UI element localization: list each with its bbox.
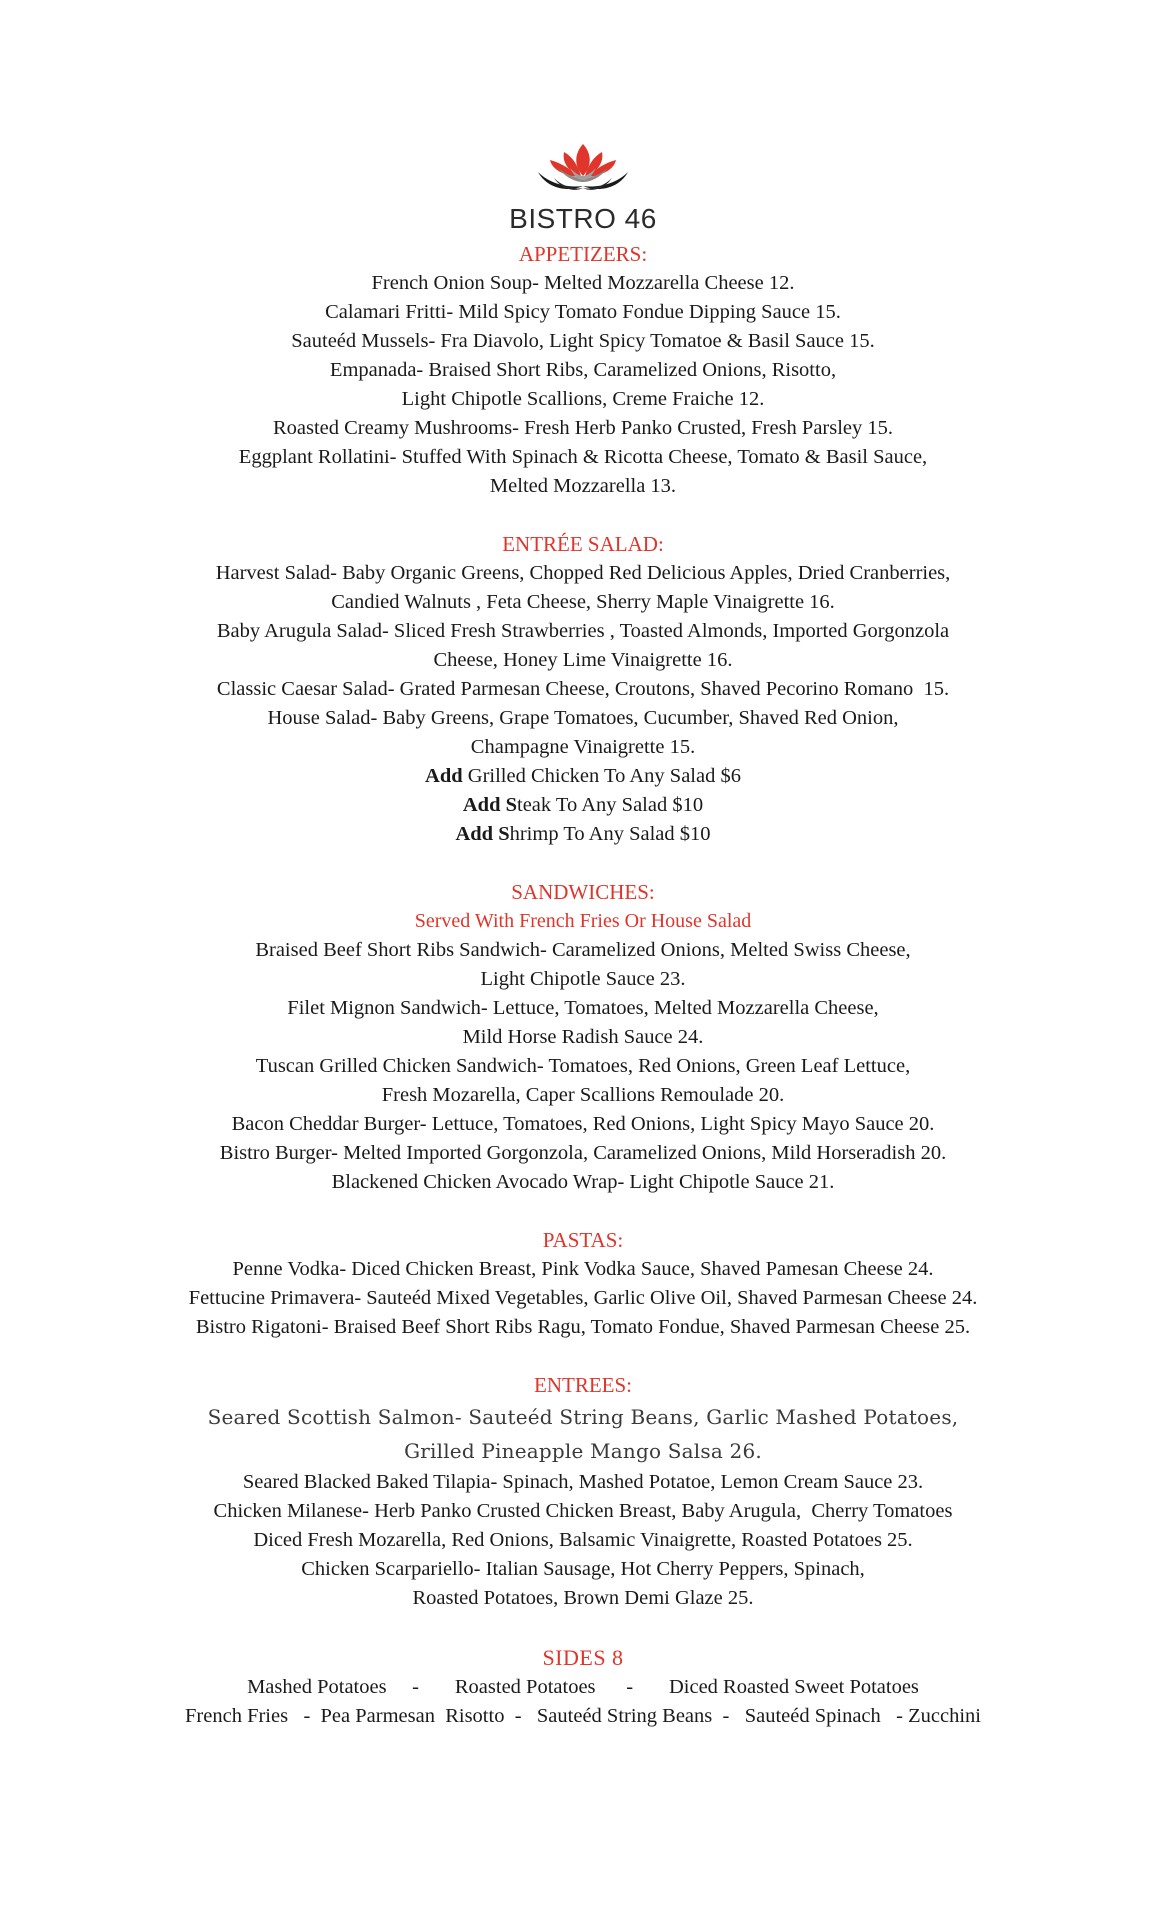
entrees-heading: ENTREES: <box>534 1373 632 1397</box>
menu-item-line: House Salad- Baby Greens, Grape Tomatoes, Cucumber, Shaved Red Onion, <box>267 707 899 729</box>
addon-text: Grilled Chicken To Any Salad $6 <box>462 765 741 787</box>
salads-heading: ENTRÉE SALAD: <box>502 532 664 556</box>
menu-item-line: Fettucine Primavera- Sauteéd Mixed Vegetables, Garlic Olive Oil, Shaved Parmesan Cheese 24. <box>188 1287 978 1309</box>
menu-item-line: Cheese, Honey Lime Vinaigrette 16. <box>433 649 733 671</box>
menu <box>0 240 1166 1731</box>
salad-addon-line <box>0 791 1166 820</box>
menu-item-line: Seared Blacked Baked Tilapia- Spinach, Mashed Potatoe, Lemon Cream Sauce 23. <box>242 1471 924 1493</box>
menu-item-line: Roasted Creamy Mushrooms- Fresh Herb Panko Crusted, Fresh Parsley 15. <box>272 417 894 439</box>
entrees-section <box>0 1371 1166 1613</box>
menu-item-line: Blackened Chicken Avocado Wrap- Light Chipotle Sauce 21. <box>331 1171 835 1193</box>
menu-item-line: Candied Walnuts , Feta Cheese, Sherry Maple Vinaigrette 16. <box>331 591 835 613</box>
menu-item-line: Filet Mignon Sandwich- Lettuce, Tomatoes, Melted Mozzarella Cheese, <box>287 997 879 1019</box>
addon-bold: Add S <box>462 794 518 816</box>
menu-item-line: Chicken Milanese- Herb Panko Crusted Chicken Breast, Baby Arugula, Cherry Tomatoes <box>213 1500 953 1522</box>
addon-text: hrimp To Any Salad $10 <box>509 823 711 845</box>
menu-item-line: Bacon Cheddar Burger- Lettuce, Tomatoes, Red Onions, Light Spicy Mayo Sauce 20. <box>231 1113 935 1135</box>
menu-item-line: Tuscan Grilled Chicken Sandwich- Tomatoes, Red Onions, Green Leaf Lettuce, <box>255 1055 911 1077</box>
menu-item-line: Empanada- Braised Short Ribs, Caramelized Onions, Risotto, <box>329 359 837 381</box>
menu-item-line: Eggplant Rollatini- Stuffed With Spinach & Ricotta Cheese, Tomato & Basil Sauce, <box>238 446 928 468</box>
menu-item-line: Light Chipotle Scallions, Creme Fraiche 12. <box>401 388 765 410</box>
menu-item-line: Fresh Mozarella, Caper Scallions Remoulade 20. <box>381 1084 785 1106</box>
menu-item-line: Roasted Potatoes, Brown Demi Glaze 25. <box>412 1587 754 1609</box>
sides-line: French Fries - Pea Parmesan Risotto - Sauteéd String Beans - Sauteéd Spinach - Zucchini <box>185 1705 981 1727</box>
addon-bold: Add S <box>455 823 510 845</box>
sides-line: Mashed Potatoes - Roasted Potatoes - Diced Roasted Sweet Potatoes <box>247 1676 919 1698</box>
lotus-logo-icon <box>528 138 638 198</box>
menu-item-line: Light Chipotle Sauce 23. <box>480 968 686 990</box>
addon-text: teak To Any Salad $10 <box>517 794 704 816</box>
menu-item-line: Bistro Burger- Melted Imported Gorgonzola, Caramelized Onions, Mild Horseradish 20. <box>219 1142 947 1164</box>
menu-item-line: Classic Caesar Salad- Grated Parmesan Cheese, Croutons, Shaved Pecorino Romano 15. <box>216 678 950 700</box>
pastas-heading: PASTAS: <box>542 1228 624 1252</box>
sandwiches-heading: SANDWICHES: <box>511 880 655 904</box>
salad-addon-line <box>0 762 1166 791</box>
menu-item-line: French Onion Soup- Melted Mozzarella Cheese 12. <box>371 272 795 294</box>
salads-section <box>0 530 1166 849</box>
menu-item-line: Mild Horse Radish Sauce 24. <box>462 1026 704 1048</box>
pastas-section <box>0 1226 1166 1342</box>
sandwiches-section <box>0 878 1166 1197</box>
appetizers-section <box>0 240 1166 501</box>
menu-item-line: Champagne Vinaigrette 15. <box>470 736 696 758</box>
menu-item-line: Calamari Fritti- Mild Spicy Tomato Fondue Dipping Sauce 15. <box>325 301 841 323</box>
menu-item-line: Sauteéd Mussels- Fra Diavolo, Light Spicy Tomatoe & Basil Sauce 15. <box>291 330 875 352</box>
sides-section <box>0 1642 1166 1731</box>
addon-bold: Add <box>425 765 463 787</box>
menu-item-line: Seared Scottish Salmon- Sauteéd String Beans, Garlic Mashed Potatoes, <box>207 1405 959 1429</box>
menu-item-line: Baby Arugula Salad- Sliced Fresh Strawberries , Toasted Almonds, Imported Gorgonzola <box>216 620 950 642</box>
sides-heading: SIDES 8 <box>542 1645 624 1670</box>
appetizers-heading: APPETIZERS: <box>518 242 648 266</box>
salad-addon-line <box>0 820 1166 849</box>
menu-item-line: Bistro Rigatoni- Braised Beef Short Ribs Ragu, Tomato Fondue, Shaved Parmesan Cheese 25. <box>195 1316 971 1338</box>
menu-item-line: Melted Mozzarella 13. <box>489 475 677 497</box>
brand-name: BISTRO 46 <box>509 203 657 234</box>
menu-item-line: Braised Beef Short Ribs Sandwich- Caramelized Onions, Melted Swiss Cheese, <box>255 939 911 961</box>
menu-item-line: Diced Fresh Mozarella, Red Onions, Balsamic Vinaigrette, Roasted Potatoes 25. <box>253 1529 913 1551</box>
sandwiches-subheading: Served With French Fries Or House Salad <box>414 910 752 932</box>
logo <box>0 138 1166 234</box>
menu-item-line: Penne Vodka- Diced Chicken Breast, Pink Vodka Sauce, Shaved Pamesan Cheese 24. <box>232 1258 934 1280</box>
menu-item-line: Grilled Pineapple Mango Salsa 26. <box>404 1439 762 1463</box>
menu-item-line: Harvest Salad- Baby Organic Greens, Chopped Red Delicious Apples, Dried Cranberries, <box>215 562 951 584</box>
menu-item-line: Chicken Scarpariello- Italian Sausage, Hot Cherry Peppers, Spinach, <box>301 1558 865 1580</box>
